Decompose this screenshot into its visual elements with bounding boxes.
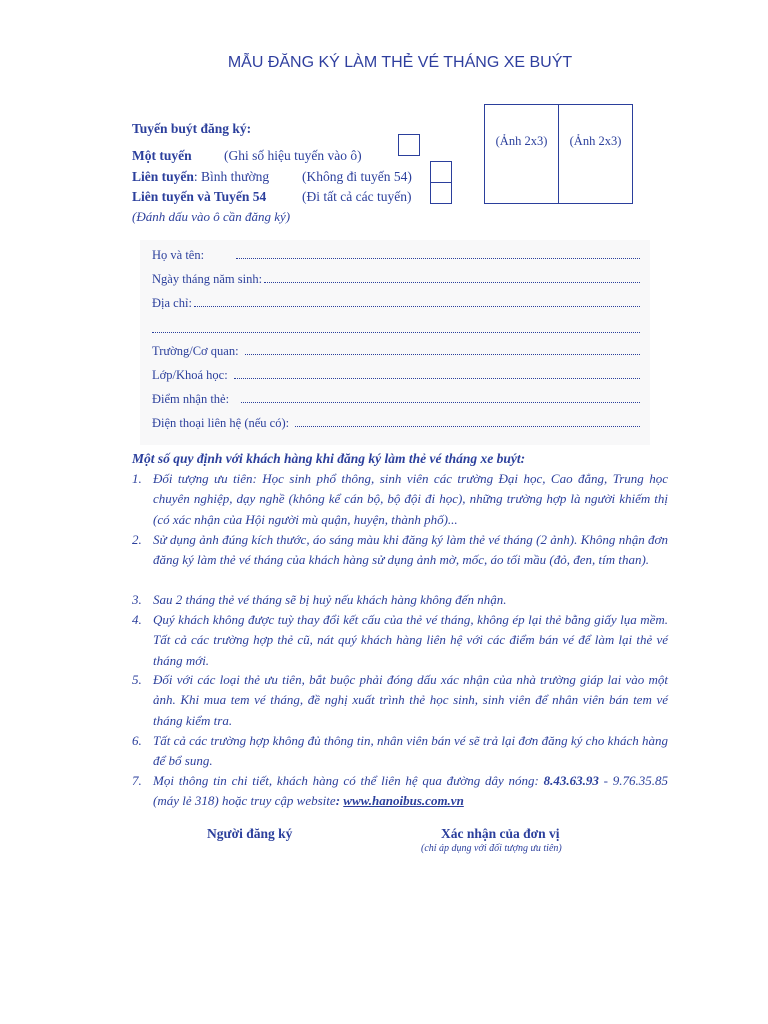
rule-7-text (153, 771, 668, 812)
birth-date-line[interactable] (264, 272, 640, 283)
rule-1-number: 1. (132, 471, 142, 486)
address-field[interactable] (152, 296, 640, 311)
pickup-point-field[interactable] (152, 392, 640, 407)
school-label: Trường/Cơ quan: (152, 344, 239, 358)
rule-6-text: Tất cả các trường hợp không đủ thông tin, nhân viên bán vé sẽ trả lại đơn đăng ký cho khách hàng để bổ sung. (153, 733, 668, 769)
inter-route-note: (Không đi tuyến 54) (302, 169, 412, 184)
rule-4-text: Quý khách không được tuỳ thay đổi kết cấu của thẻ vé tháng, không ép lại thẻ bằng giấy lụa mềm. Tất cả các trường hợp thẻ cũ, nát quý khách hàng liên hệ với các điểm bán vé để làm lại thẻ vé tháng mới. (153, 612, 668, 668)
address-label: Địa chỉ: (152, 296, 192, 310)
pickup-point-line[interactable] (241, 392, 640, 403)
applicant-signature-label: Người đăng ký (207, 826, 293, 841)
address-continuation-field[interactable] (152, 320, 640, 337)
inter-route-suffix: : Bình thường (193, 169, 270, 184)
rule-7-colon: : (335, 793, 344, 809)
unit-confirmation-note: (chỉ áp dụng với đối tượng ưu tiên) (421, 843, 562, 854)
rule-5-text: Đối với các loại thẻ ưu tiên, bắt buộc phải đóng dấu xác nhận của nhà trường giáp lai vào một ảnh. Khi mua tem vé tháng, đề nghị xuất trình thẻ học sinh, sinh viên để nhân viên bán tem vé tháng kiểm tra. (153, 672, 668, 728)
inter-route-54-checkbox[interactable] (430, 182, 452, 204)
class-line[interactable] (234, 368, 640, 379)
phone-line[interactable] (295, 416, 640, 427)
rule-7-intro: Mọi thông tin chi tiết, khách hàng có thể liên hệ qua đường dây nóng: (153, 773, 544, 788)
rule-6-number: 6. (132, 733, 142, 748)
school-field[interactable] (152, 344, 640, 359)
one-route-note: (Ghi số hiệu tuyến vào ô) (224, 148, 362, 163)
hotline-number: 8.43.63.93 (543, 773, 599, 788)
unit-confirmation-label: Xác nhận của đơn vị (441, 826, 560, 841)
rule-2-text: Sử dụng ảnh đúng kích thước, áo sáng màu khi đăng ký làm thẻ vé tháng (2 ảnh). Không nhận đơn đăng ký làm thẻ vé tháng của khách hàng sử dụng ảnh mờ, mốc, áo tối mầu (đỏ, đen, tím than). (153, 532, 668, 568)
full-name-line[interactable] (236, 248, 640, 259)
birth-date-field[interactable] (152, 272, 640, 287)
phone-label: Điện thoại liên hệ (nếu có): (152, 416, 290, 430)
birth-date-label: Ngày tháng năm sinh: (152, 272, 263, 286)
route-heading: Tuyến buýt đăng ký: (132, 121, 252, 136)
rule-4-number: 4. (132, 612, 142, 627)
school-line[interactable] (245, 344, 640, 355)
address-line-2[interactable] (152, 320, 640, 333)
inter-route-checkbox[interactable] (430, 161, 452, 183)
inter-route-label: Liên tuyến (132, 169, 194, 184)
rule-3-text: Sau 2 tháng thẻ vé tháng sẽ bị huỷ nếu khách hàng không đến nhận. (153, 592, 507, 607)
rules-heading: Một số quy định với khách hàng khi đăng ký làm thẻ vé tháng xe buýt: (132, 451, 526, 466)
full-name-label: Họ và tên: (152, 248, 205, 262)
inter-route-54-label: Liên tuyến và Tuyến 54 (132, 189, 267, 204)
address-line[interactable] (194, 296, 640, 307)
inter-route-54-row (132, 189, 266, 205)
rule-5-number: 5. (132, 672, 142, 687)
one-route-checkbox[interactable] (398, 134, 420, 156)
website-link[interactable]: www.hanoibus.com.vn (343, 793, 464, 809)
rule-3-number: 3. (132, 592, 142, 607)
rule-1-text: Đối tượng ưu tiên: Học sinh phổ thông, sinh viên các trường Đại học, Cao đẳng, Trung học chuyên nghiệp, dạy nghề (không kể cán bộ, bộ đội đi học), những trường hợp là người khiếm thị (có xác nhận của Hội người mù quận, huyện, thành phố)... (153, 471, 668, 527)
photo-slot-1: (Ảnh 2x3) (495, 134, 548, 148)
full-name-field[interactable] (152, 248, 640, 263)
form-title: MẪU ĐĂNG KÝ LÀM THẺ VÉ THÁNG XE BUÝT (227, 54, 573, 71)
class-label: Lớp/Khoá học: (152, 368, 228, 382)
class-field[interactable] (152, 368, 640, 383)
mark-instruction: (Đánh dấu vào ô cần đăng ký) (132, 209, 291, 224)
rule-2-number: 2. (132, 532, 142, 547)
personal-info-panel (140, 240, 650, 445)
phone-field[interactable] (152, 416, 640, 431)
inter-route-row (132, 169, 269, 185)
photo-frame (484, 104, 633, 204)
rule-7-number: 7. (132, 773, 142, 788)
inter-route-54-note: (Đi tất cả các tuyến) (302, 189, 412, 204)
pickup-point-label: Điểm nhận thẻ: (152, 392, 230, 406)
rule-7-middle: - 9.76.35.85 (máy lẻ 318) hoặc truy cập website (153, 773, 668, 809)
photo-slot-2: (Ảnh 2x3) (558, 105, 632, 203)
one-route-row (132, 148, 192, 164)
one-route-label: Một tuyến (132, 148, 192, 163)
